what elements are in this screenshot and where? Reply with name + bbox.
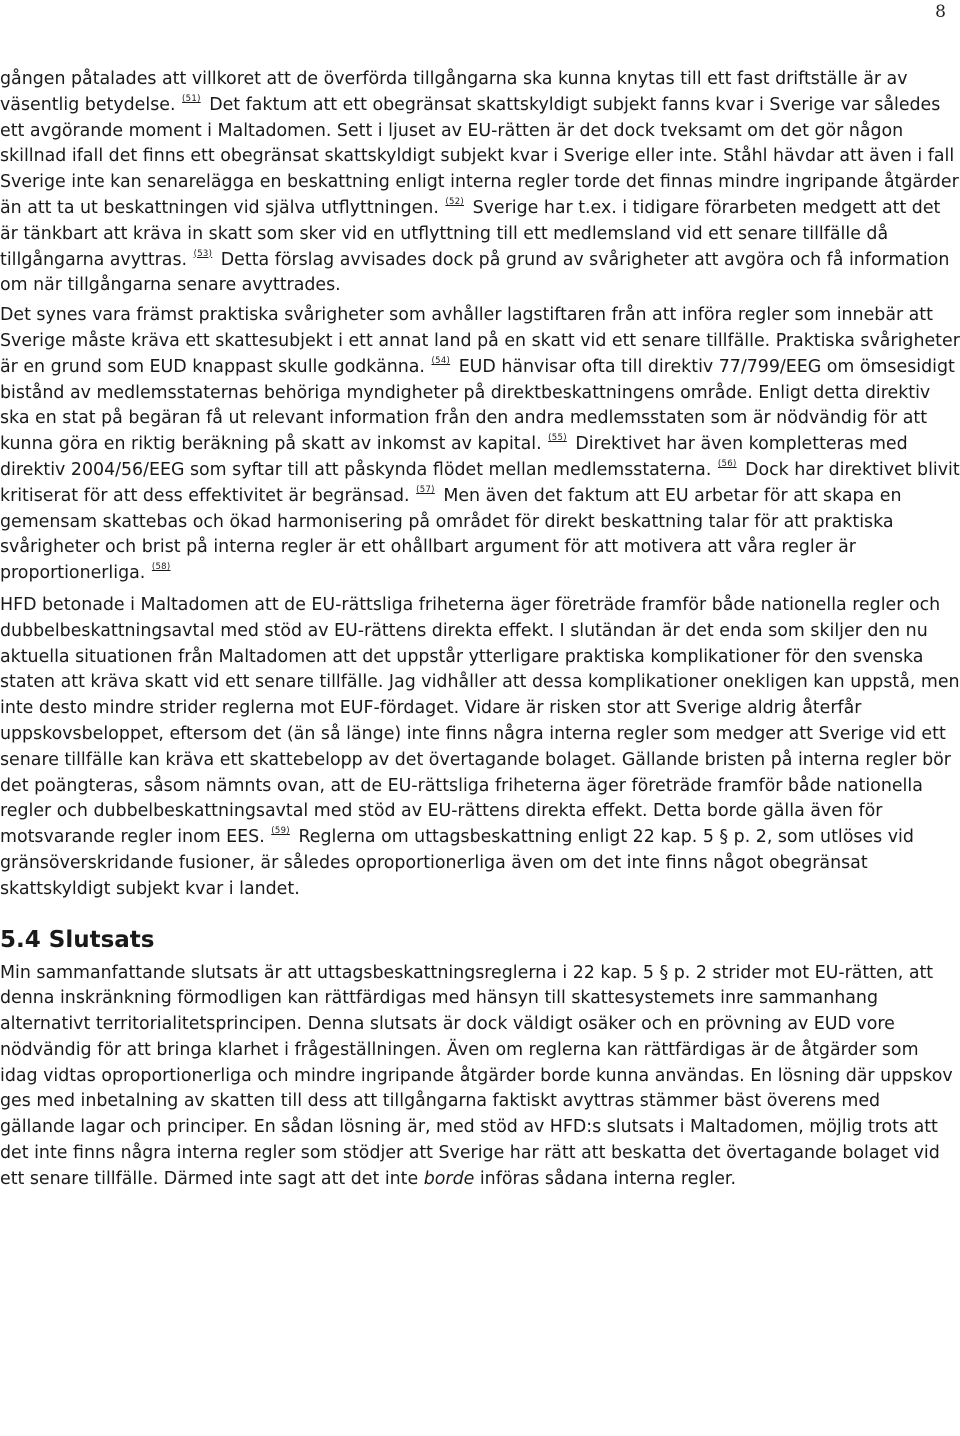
paragraph-text: Men även det faktum att EU arbetar för att skapa en gemensam skattebas och ökad harmonisering på området för direkt beskattning talar för att praktiska svårigheter och brist på interna regler är ett ohållbart argument för att motivera att våra regler är proportionerliga.	[0, 485, 902, 584]
paragraph-text: Det faktum att ett obegränsat skattskyldigt subjekt fanns kvar i Sverige var således ett avgörande moment i Maltadomen. Sett i ljuset av EU-rätten är det dock tveksamt om det gör någon skillnad ifall det finns ett obegränsat skattskyldigt subjekt kvar i Sverige eller inte. Ståhl hävdar att även i fall Sverige inte kan senarelägga en beskattning enligt interna regler torde det finnas mindre ingripande åtgärder än att ta ut beskattningen vid själva utflyttningen.	[0, 94, 959, 218]
paragraph-1	[0, 67, 960, 299]
footnote-ref-59[interactable]: (59)	[271, 826, 290, 837]
paragraph-text: Sverige har t.ex. i tidigare förarbeten medgett att det är tänkbart att kräva in skatt som sker vid en utflyttning till ett medlemsland vid ett senare tillfälle då tillgångarna avyttras.	[0, 197, 941, 270]
paragraph-text: Min sammanfattande slutsats är att uttagsbeskattningsreglerna i 22 kap. 5 § p. 2 strider mot EU-rätten, att denna inskränkning förmodligen kan rättfärdigas med hänsyn till skattesystemets inre sammanhang alternativt territorialitetsprincipen. Denna slutsats är dock väldigt osäker och en prövning av EUD vore nödvändig för att bringa klarhet i frågeställningen. Även om reglerna kan rättfärdigas är de åtgärder som idag vidtas oproportionerliga och mindre ingripande åtgärder borde kunna användas. En lösning där uppskov ges med inbetalning av skatten till dess att tillgångarna faktiskt avyttras stämmer bäst överens med gällande lagar och principer. En sådan lösning är, med stöd av HFD:s slutsats i Maltadomen, möjlig trots att det inte finns några interna regler som stödjer att Sverige har rätt att beskatta det övertagande bolaget vid ett senare tillfälle. Därmed inte sagt att det inte	[0, 962, 953, 1189]
footnote-ref-52[interactable]: (52)	[445, 196, 465, 207]
paragraph-text: Det synes vara främst praktiska svårigheter som avhåller lagstiftaren från att införa regler som innebär att Sverige måste kräva ett skattesubjekt i ett annat land på en skatt vid ett senare tillfälle. Praktiska svårigheter är en grund som EUD knappast skulle godkänna.	[0, 305, 960, 377]
paragraph-text: införas sådana interna regler.	[479, 1168, 737, 1189]
page-number: 8	[935, 2, 946, 22]
footnote-ref-56[interactable]: (56)	[717, 458, 737, 469]
section-heading: 5.4 Slutsats	[0, 926, 155, 953]
paragraph-text: Dock har direktivet blivit kritiserat för att dess effektivitet är begränsad.	[0, 459, 960, 506]
paragraph-text: gången påtalades att villkoret att de överförda tillgångarna ska kunna knytas till ett fast driftställe är av väsentlig betydelse.	[0, 69, 908, 115]
paragraph-text: Reglerna om uttagsbeskattning enligt 22 kap. 5 § p. 2, som utlöses vid gränsöverskridande fusioner, är således oproportionerliga även om det inte finns något obegränsat skattskyldigt subjekt kvar i landet.	[0, 827, 914, 899]
paragraph-text: HFD betonade i Maltadomen att de EU-rättsliga friheterna äger företräde framför både nationella regler och dubbelbeskattningsavtal med stöd av EU-rättens direkta effekt. I slutändan är det enda som skiljer den nu aktuella situationen från Maltadomen att det uppstår ytterligare praktiska komplikationer för den svenska staten att kräva skatt vid ett senare tillfälle. Jag vidhåller att dessa komplikationer onekligen kan uppstå, men inte desto mindre strider reglerna mot EUF-fördaget. Vidare är risken stor att Sverige aldrig återfår uppskovsbeloppet, eftersom det (än så länge) inte finns några interna regler som medger att Sverige vid ett senare tillfälle kan kräva ett skattebelopp av det övertagande bolaget. Gällande bristen på interna regler bör det poängteras, såsom nämnts ovan, att de EU-rättsliga friheterna äger företräde framför både nationella regler och dubbelbeskattningsavtal med stöd av EU-rättens direkta effekt. Detta borde gälla även för motsvarande regler inom EES.	[0, 594, 960, 848]
footnote-ref-53[interactable]: (53)	[193, 248, 213, 259]
footnote-ref-51[interactable]: (51)	[182, 93, 201, 104]
paragraph-text: EUD hänvisar ofta till direktiv 77/799/EEG om ömsesidigt bistånd av medlemsstaternas behöriga myndigheter på direktbeskattningens område. Enligt detta direktiv ska en stat på begäran få ut relevant information från den andra medlemsstaten som är nödvändig för att kunna göra en riktig beräkning på skatt av inkomst av kapital.	[0, 356, 955, 455]
footnote-ref-55[interactable]: (55)	[548, 433, 567, 444]
document-body	[0, 67, 960, 1193]
emphasis-text: borde	[423, 1168, 475, 1189]
footnote-ref-54[interactable]: (54)	[431, 355, 451, 366]
footnote-ref-58[interactable]: (58)	[151, 562, 171, 573]
paragraph-3	[0, 593, 960, 903]
conclusion-paragraph	[0, 961, 960, 1193]
paragraph-text: Direktivet har även kompletteras med direktiv 2004/56/EEG som syftar till att påskynda flödet mellan medlemsstaterna.	[0, 434, 908, 480]
paragraph-text: Detta förslag avvisades dock på grund av svårigheter att avgöra och få information om när tillgångarna senare avyttrades.	[0, 249, 950, 296]
paragraph-2	[0, 303, 960, 587]
footnote-ref-57[interactable]: (57)	[416, 484, 435, 495]
